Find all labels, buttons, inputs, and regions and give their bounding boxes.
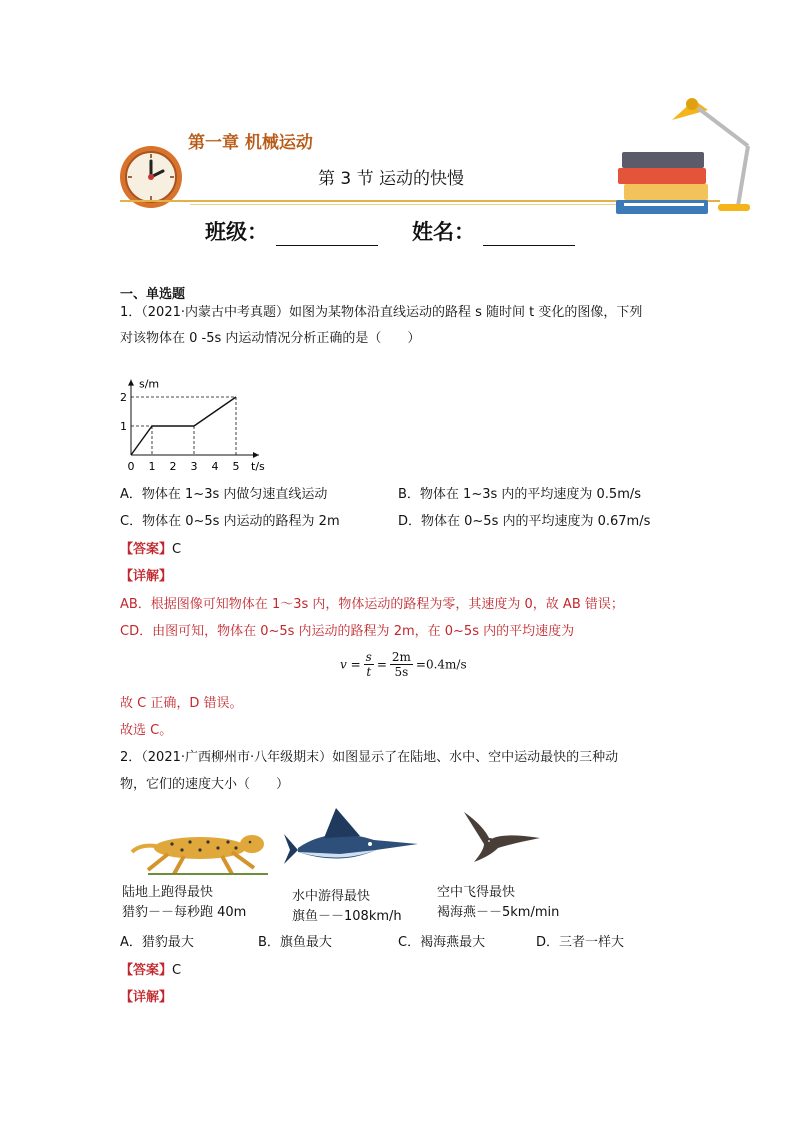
books-lamp-illustration	[612, 92, 762, 217]
chapter-title: 第一章 机械运动	[188, 133, 313, 153]
formula-result: =0.4m/s	[415, 657, 467, 672]
fraction-values	[390, 650, 413, 679]
name-field[interactable]	[412, 216, 575, 246]
section-heading: 一、单选题	[120, 287, 186, 302]
q1-stem-line1: 1．（2021·内蒙古中考真题）如图为某物体沿直线运动的路程 s 随时间 t 变化的图像，下列	[120, 305, 643, 320]
q1-option-a[interactable]: A．物体在 1~3s 内做匀速直线运动	[120, 487, 328, 502]
x-tick-label: 3	[190, 460, 198, 473]
name-blank[interactable]	[483, 223, 575, 246]
formula-lhs: v =	[340, 657, 361, 672]
q1-option-b[interactable]: B．物体在 1~3s 内的平均速度为 0.5m/s	[398, 487, 642, 502]
q1-explanation-2: CD．由图可知，物体在 0~5s 内运动的路程为 2m，在 0~5s 内的平均速度为	[120, 624, 575, 639]
frac-denominator: 5s	[394, 665, 409, 679]
distance-time-chart	[115, 355, 285, 475]
q2-stem-line2: 物，它们的速度大小（ ）	[120, 777, 290, 792]
q1-answer	[120, 541, 181, 559]
answer-value: C	[172, 963, 182, 978]
q2-option-c[interactable]: C．褐海燕最大	[398, 935, 486, 950]
cheetah-caption-2: 猎豹－－每秒跑 40m	[122, 905, 247, 920]
q2-option-a[interactable]: A．猎豹最大	[120, 935, 194, 950]
answer-value: C	[172, 542, 182, 557]
petrel-caption-1: 空中飞得最快	[437, 885, 516, 900]
x-tick-label: 1	[148, 460, 156, 473]
y-tick-label: 1	[120, 420, 127, 433]
sailfish-image	[280, 804, 420, 872]
x-axis-arrow	[253, 452, 259, 458]
section-title: 第 3 节 运动的快慢	[318, 169, 465, 189]
answer-tag: 【答案】	[120, 963, 173, 978]
petrel-caption-2: 褐海燕－－5km/min	[437, 905, 560, 920]
q2-stem-line1: 2．（2021·广西柳州市·八年级期末）如图显示了在陆地、水中、空中运动最快的三种动	[120, 750, 619, 765]
header-rule-thin	[190, 204, 630, 205]
frac-denominator: t	[366, 665, 372, 679]
cheetah-caption-1: 陆地上跑得最快	[122, 885, 214, 900]
q2-answer	[120, 962, 181, 980]
x-tick-label: 5	[232, 460, 240, 473]
frac-numerator: s	[365, 650, 372, 664]
velocity-formula	[340, 650, 467, 679]
q1-stem-line2: 对该物体在 0 -5s 内运动情况分析正确的是（ ）	[120, 331, 421, 346]
y-axis-arrow	[128, 380, 134, 386]
sailfish-caption-1: 水中游得最快	[292, 889, 371, 904]
petrel-caption	[437, 883, 559, 923]
frac-numerator: 2m	[391, 650, 411, 664]
q1-explanation-4: 故选 C。	[120, 723, 173, 738]
name-label: 姓名：	[412, 220, 475, 244]
sailfish-caption	[292, 887, 402, 927]
q1-option-d[interactable]: D．物体在 0~5s 内的平均速度为 0.67m/s	[398, 514, 651, 529]
q2-option-d[interactable]: D．三者一样大	[536, 935, 625, 950]
y-axis-label: s/m	[139, 377, 160, 391]
q1-explanation-1: AB．根据图像可知物体在 1～3s 内，物体运动的路程为零，其速度为 0，故 AB 错误；	[120, 597, 624, 612]
x-tick-label: 0	[127, 460, 135, 473]
class-field[interactable]	[205, 216, 378, 246]
x-tick-label: 4	[211, 460, 219, 473]
cheetah-caption	[122, 883, 246, 923]
answer-tag: 【答案】	[120, 542, 173, 557]
q2-detail-tag: 【详解】	[120, 990, 173, 1005]
x-tick-label: 2	[169, 460, 177, 473]
class-blank[interactable]	[276, 223, 378, 246]
q1-detail-tag: 【详解】	[120, 569, 173, 584]
x-axis-label: t/s	[251, 460, 265, 473]
sailfish-caption-2: 旗鱼－－108km/h	[292, 909, 402, 924]
q1-explanation-3: 故 C 正确，D 错误。	[120, 696, 243, 711]
y-tick-label: 2	[120, 391, 127, 404]
fraction-s-over-t	[364, 650, 374, 679]
cheetah-image	[128, 820, 274, 880]
class-label: 班级：	[205, 220, 268, 244]
storm-petrel-image	[454, 806, 544, 866]
q1-option-c[interactable]: C．物体在 0~5s 内运动的路程为 2m	[120, 514, 340, 529]
q2-option-b[interactable]: B．旗鱼最大	[258, 935, 332, 950]
formula-eq: =	[376, 657, 387, 672]
